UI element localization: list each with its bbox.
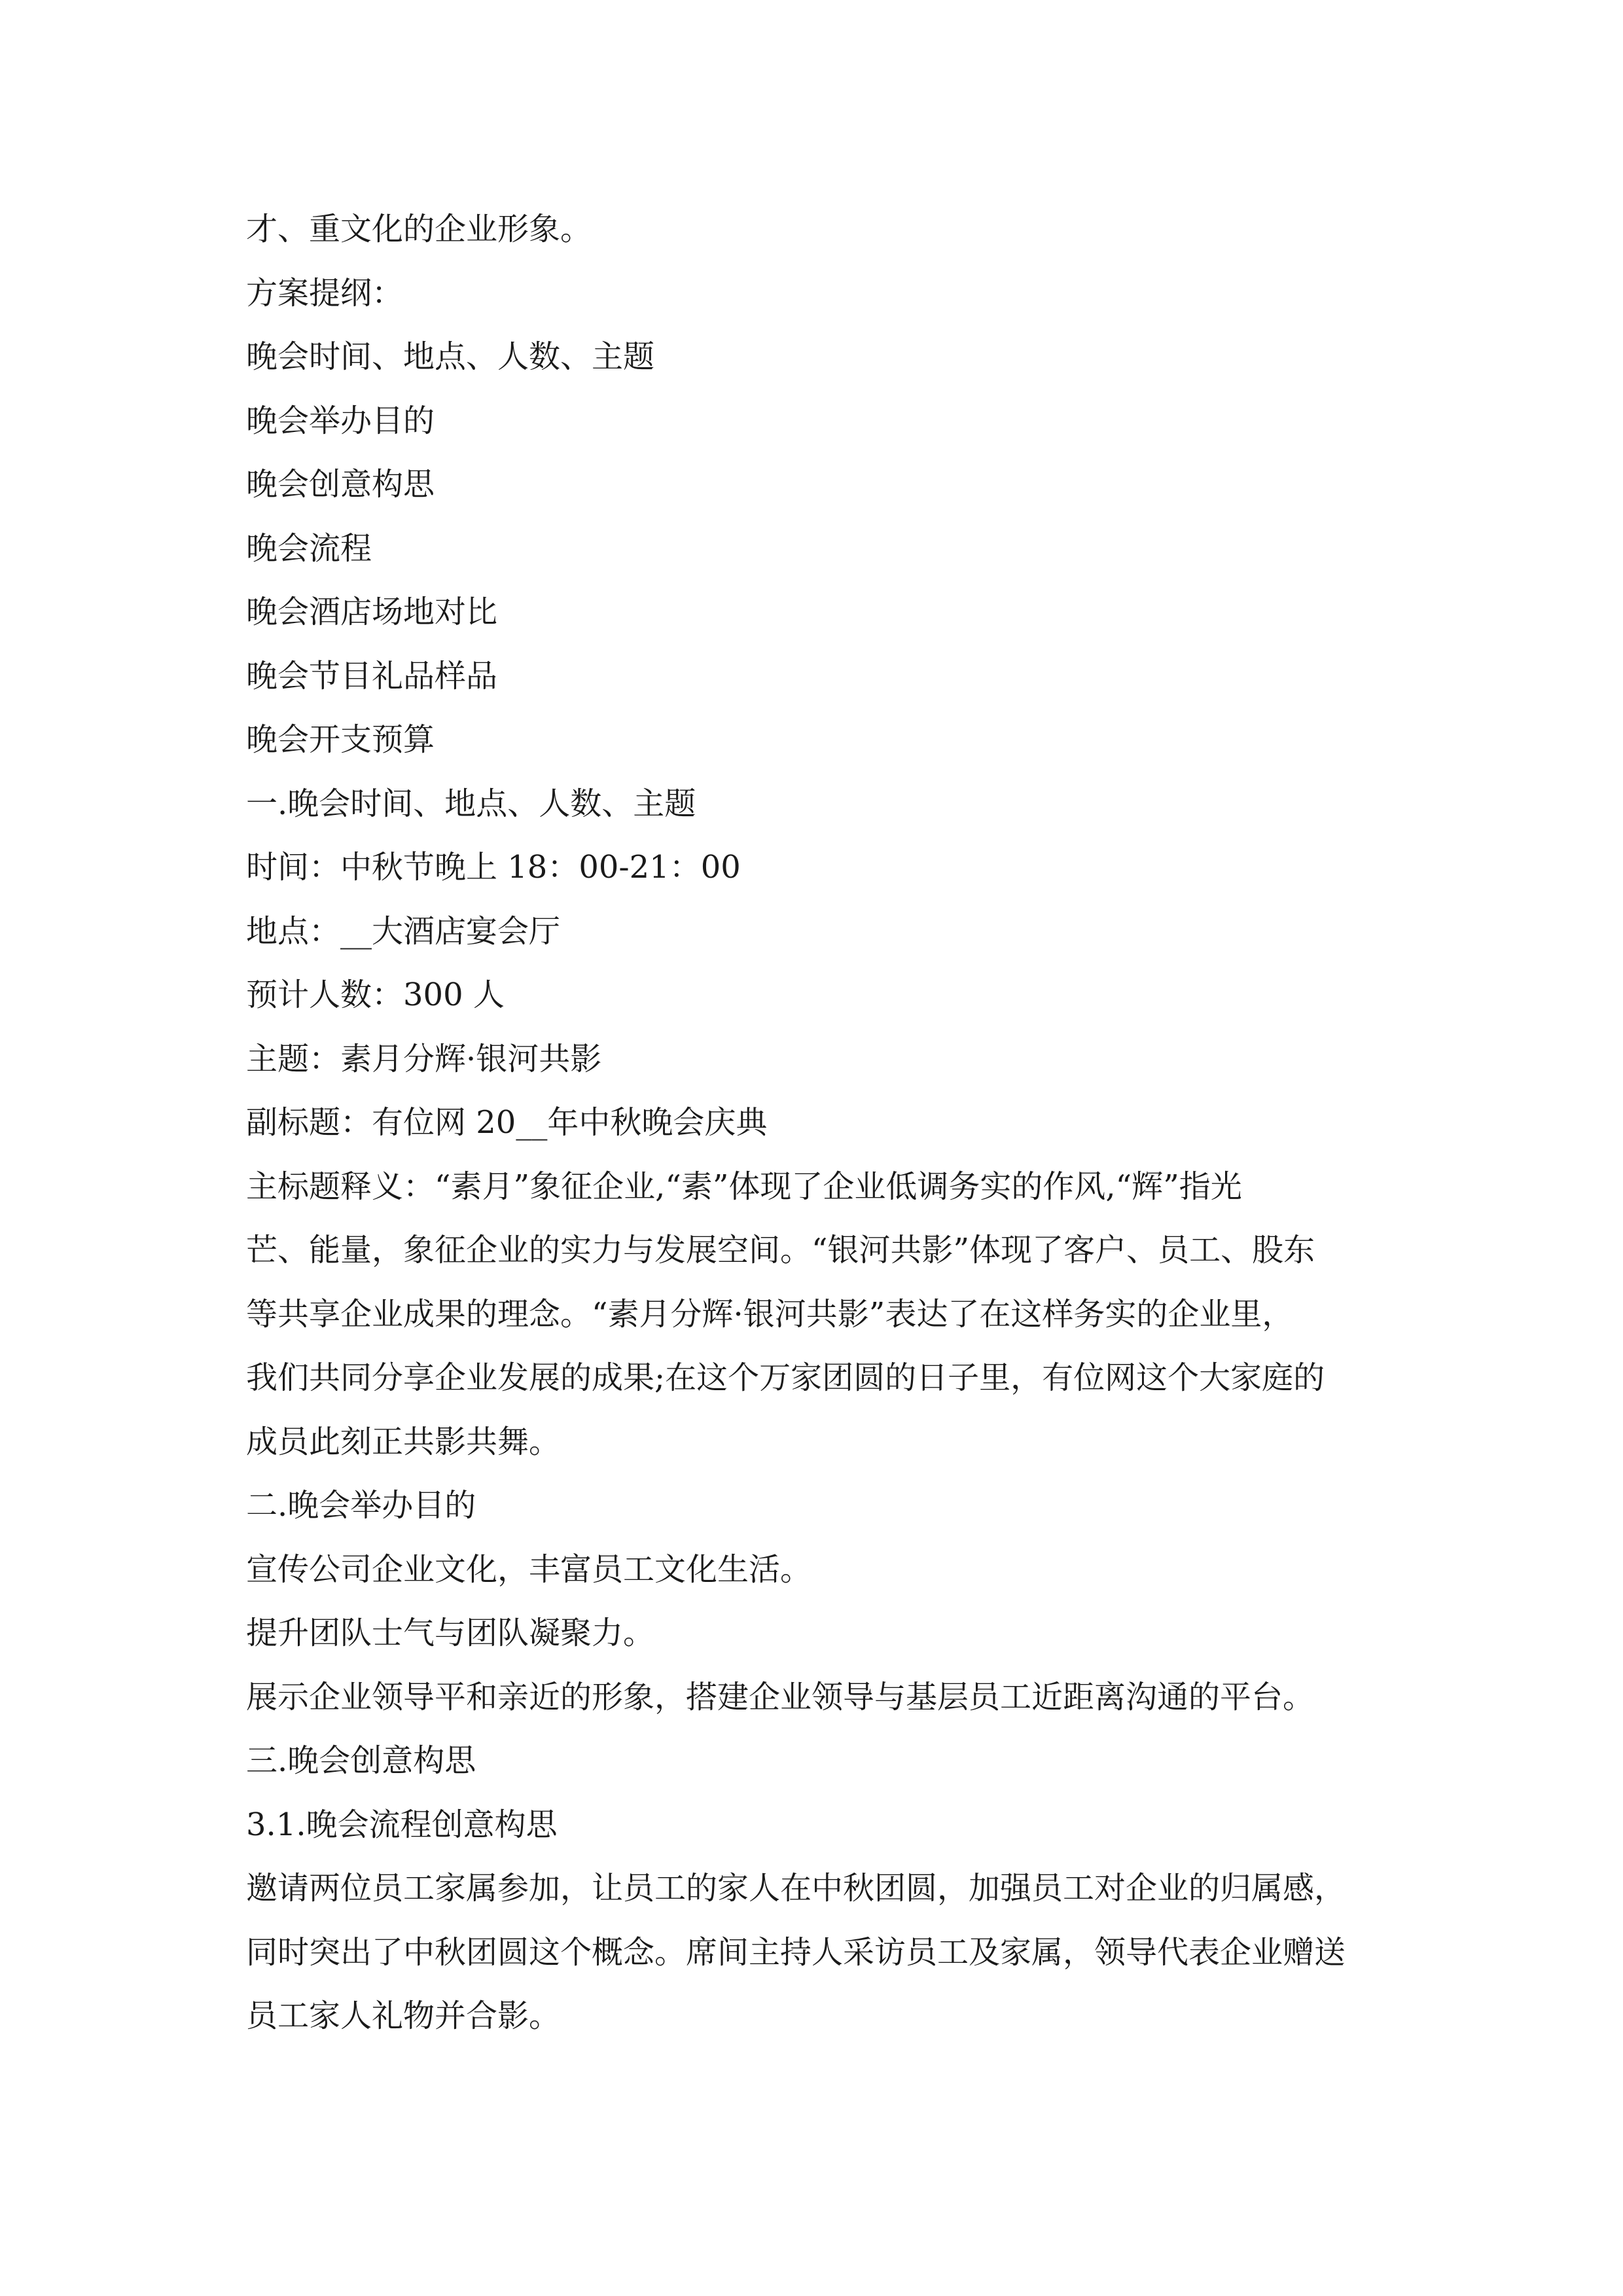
text-line: 预计人数：300 人 (246, 977, 505, 1013)
text-line: 主题：素月分辉·银河共影 (246, 1040, 602, 1077)
section-heading: 三.晚会创意构思 (246, 1742, 476, 1779)
text-line: 地点：__大酒店宴会厅 (246, 912, 561, 950)
outline-item: 晚会创意构思 (246, 466, 435, 503)
text-line: 宣传公司企业文化，丰富员工文化生活。 (246, 1551, 812, 1588)
outline-item: 晚会开支预算 (246, 721, 435, 758)
document-body (246, 198, 1385, 2049)
outline-item: 晚会流程 (246, 529, 372, 567)
text-line: 才、重文化的企业形象。 (246, 211, 592, 247)
outline-item: 晚会时间、地点、人数、主题 (246, 338, 655, 375)
paragraph-line: 邀请两位员工家属参加，让员工的家人在中秋团圆，加强员工对企业的归属感， (246, 1870, 1346, 1907)
paragraph-line: 主标题释义：“素月”象征企业,“素”体现了企业低调务实的作风,“辉”指光 (246, 1168, 1242, 1205)
outline-item: 晚会节目礼品样品 (246, 657, 498, 694)
text-line: 提升团队士气与团队凝聚力。 (246, 1615, 655, 1651)
text-line: 时间：中秋节晚上 18：00-21：00 (246, 849, 741, 886)
paragraph-line: 等共享企业成果的理念。“素月分辉·银河共影”表达了在这样务实的企业里， (246, 1295, 1294, 1333)
outline-item: 晚会举办目的 (246, 402, 435, 439)
paragraph-line: 员工家人礼物并合影。 (246, 1998, 561, 2034)
section-heading: 二.晚会举办目的 (246, 1487, 476, 1524)
subsection-heading: 3.1.晚会流程创意构思 (246, 1806, 558, 1843)
section-heading: 一.晚会时间、地点、人数、主题 (246, 785, 696, 822)
outline-heading: 方案提纲： (246, 274, 404, 312)
outline-item: 晚会酒店场地对比 (246, 594, 498, 630)
paragraph-line: 同时突出了中秋团圆这个概念。席间主持人采访员工及家属，领导代表企业赠送 (246, 1933, 1346, 1971)
paragraph-line: 成员此刻正共影共舞。 (246, 1423, 561, 1460)
paragraph-line: 我们共同分享企业发展的成果;在这个万家团圆的日子里，有位网这个大家庭的 (246, 1359, 1325, 1396)
text-line: 展示企业领导平和亲近的形象，搭建企业领导与基层员工近距离沟通的平台。 (246, 1678, 1315, 1715)
paragraph-line: 芒、能量，象征企业的实力与发展空间。“银河共影”体现了客户、员工、股东 (246, 1232, 1315, 1268)
text-line: 副标题：有位网 20__年中秋晚会庆典 (246, 1104, 768, 1141)
